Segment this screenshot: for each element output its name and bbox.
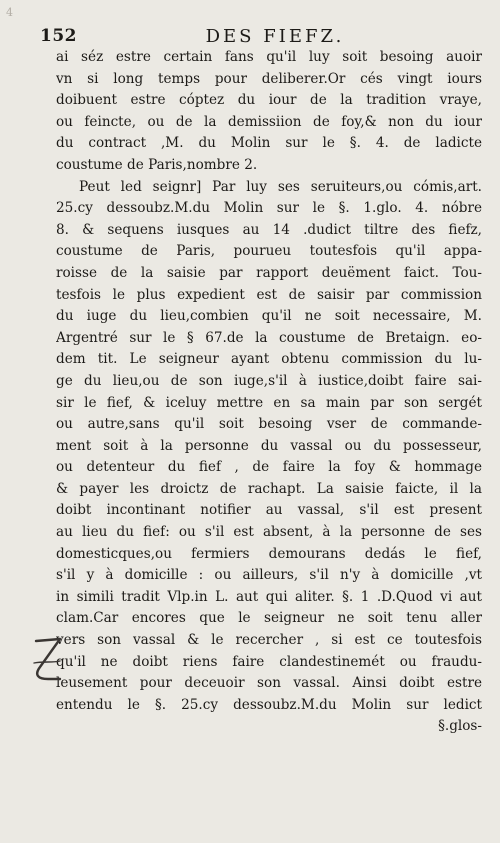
page-header bbox=[40, 26, 480, 46]
text-line: leusement pour deceuoir son vassal. Ainsi doibt estre bbox=[56, 675, 482, 692]
body-text bbox=[56, 47, 482, 738]
text-line: coustume de Paris, pourueu toutesfois qu'il appa- bbox=[56, 243, 482, 260]
text-line: sir le fief, & iceluy mettre en sa main par son sergét bbox=[56, 394, 482, 411]
paragraph-start-line: Peut led seignr] Par luy ses seruiteurs,ou cómis,art. bbox=[79, 178, 482, 195]
text-line: doibuent estre cóptez du iour de la tradition vraye, bbox=[56, 92, 482, 109]
text-line: dem tit. Le seigneur ayant obtenu commission du lu- bbox=[56, 351, 482, 368]
text-line: tesfois le plus expedient est de saisir par commission bbox=[56, 286, 482, 303]
text-line: coustume de Paris,nombre 2. bbox=[56, 156, 258, 173]
catchword: §.glos- bbox=[438, 718, 482, 735]
text-line: entendu le §. 25.cy dessoubz.M.du Molin sur ledict bbox=[56, 696, 482, 713]
text-line: ou feincte, ou de la demissiion de foy,& non du iour bbox=[56, 113, 482, 130]
text-line: du iuge du lieu,combien qu'il ne soit necessaire, M. bbox=[56, 308, 482, 325]
text-line: & payer les droictz de rachapt. La saisie faicte, il la bbox=[56, 480, 482, 497]
text-line: au lieu du fief: ou s'il est absent, à la personne de ses bbox=[56, 524, 482, 541]
text-line: Argentré sur le § 67.de la coustume de Bretaign. eo- bbox=[56, 329, 482, 346]
running-title: DES FIEFZ. bbox=[205, 26, 345, 47]
text-line: 25.cy dessoubz.M.du Molin sur le §. 1.glo. 4. nóbre bbox=[56, 200, 482, 217]
text-line: vn si long temps pour deliberer.Or cés vingt iours bbox=[56, 70, 482, 87]
text-line: 8. & sequens iusques au 14 .dudict tiltre des fiefz, bbox=[56, 221, 482, 238]
text-line: clam.Car encores que le seigneur ne soit tenu aller bbox=[56, 610, 482, 627]
text-line: roisse de la saisie par rapport deuëment faict. Tou- bbox=[56, 264, 482, 281]
margin-mark: 4 bbox=[6, 6, 13, 19]
text-line: in simili tradit Vlp.in L. aut qui aliter. §. 1 .D.Quod vi aut bbox=[56, 588, 482, 605]
text-line: ge du lieu,ou de son iuge,s'il à iustice,doibt faire sai- bbox=[56, 372, 482, 389]
text-line: ou detenteur du fief , de faire la foy & hommage bbox=[56, 459, 482, 476]
handwritten-annotation-mark bbox=[30, 633, 68, 703]
text-line: doibt incontinant notifier au vassal, s'il est present bbox=[56, 502, 482, 519]
text-line: vers son vassal & le recercher , si est ce toutesfois bbox=[56, 632, 482, 649]
text-line: s'il y à domicille : ou ailleurs, s'il n'y à domicille ,vt bbox=[56, 567, 482, 584]
text-line: du contract ,M. du Molin sur le §. 4. de ladicte bbox=[56, 135, 482, 152]
text-line: ai séz estre certain fans qu'il luy soit besoing auoir bbox=[56, 49, 482, 65]
page-number: 152 bbox=[40, 26, 77, 46]
text-line: qu'il ne doibt riens faire clandestinemét ou fraudu- bbox=[56, 653, 482, 670]
text-line: domesticques,ou fermiers demourans dedás le fief, bbox=[56, 545, 482, 562]
text-line: ou autre,sans qu'il soit besoing vser de commande- bbox=[56, 416, 482, 433]
text-line: ment soit à la personne du vassal ou du possesseur, bbox=[56, 437, 482, 454]
